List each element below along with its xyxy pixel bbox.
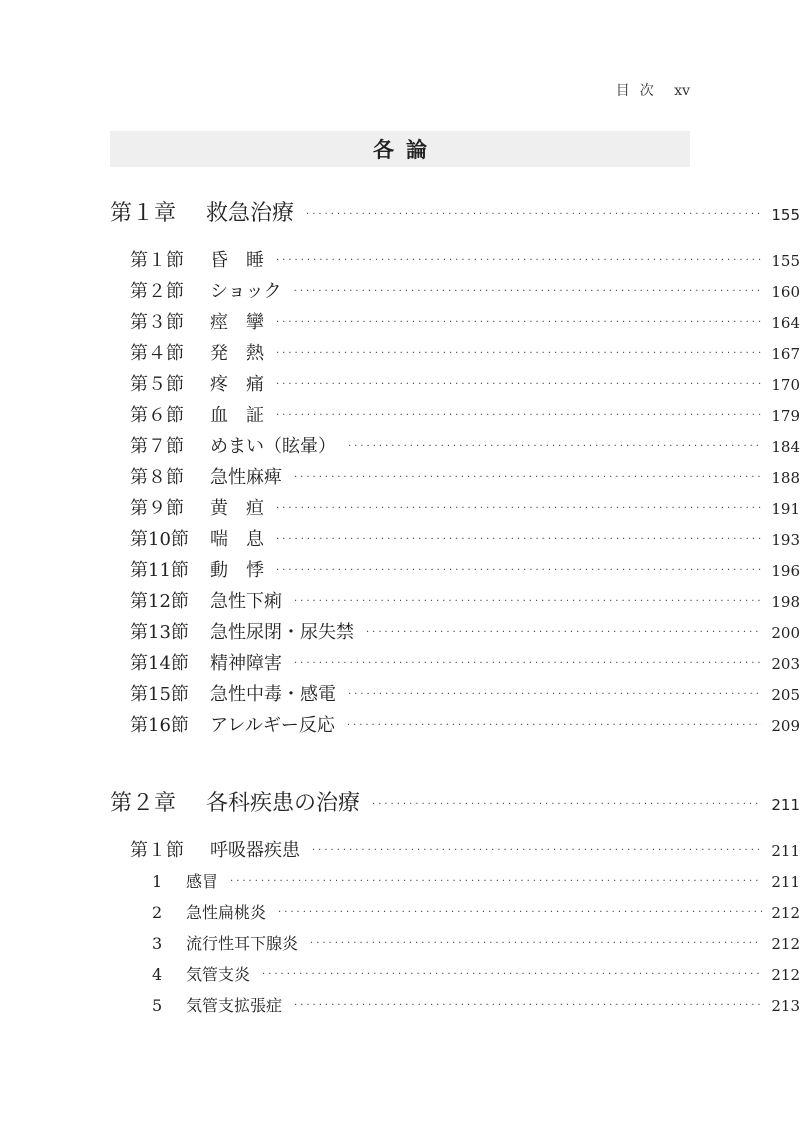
running-head-label: 目次 [615, 83, 664, 99]
section-title: アレルギー反応 [210, 715, 335, 736]
page-number: 212 [771, 966, 800, 984]
toc-section[interactable] [0, 587, 800, 613]
toc-item[interactable] [0, 900, 800, 923]
toc-section[interactable] [0, 370, 800, 396]
toc-chapter-2[interactable] [0, 786, 800, 817]
section-number: 第11節 [130, 560, 189, 581]
page-number: 200 [771, 624, 800, 642]
page-number: 170 [771, 376, 800, 394]
section-title: 呼吸器疾患 [210, 840, 300, 861]
dot-leader [276, 565, 762, 576]
toc-section[interactable] [0, 618, 800, 644]
page-number: 184 [771, 438, 800, 456]
toc-section[interactable] [0, 711, 800, 737]
item-title: 流行性耳下腺炎 [186, 934, 299, 953]
section-number: 第１節 [130, 250, 184, 271]
toc-section[interactable] [0, 836, 800, 862]
section-number: 第10節 [130, 529, 189, 550]
page-number: 179 [771, 407, 800, 425]
page-number: 211 [771, 842, 800, 860]
dot-leader [294, 596, 762, 607]
section-title: 急性下痢 [210, 591, 282, 612]
part-title-banner [110, 131, 690, 167]
dot-leader [294, 286, 762, 297]
page-number: 205 [771, 686, 800, 704]
part-title: 各論 [373, 138, 439, 162]
dot-leader [276, 379, 762, 390]
dot-leader [294, 658, 762, 669]
item-number: 4 [152, 965, 163, 984]
toc-section[interactable] [0, 246, 800, 272]
item-number: 1 [152, 872, 163, 891]
dot-leader [262, 969, 762, 980]
section-number: 第３節 [130, 312, 184, 333]
dot-leader [276, 503, 762, 514]
section-title: 急性中毒・感電 [210, 684, 336, 705]
section-number: 第９節 [130, 498, 184, 519]
section-title: ショック [210, 281, 282, 302]
dot-leader [276, 410, 762, 421]
page-number: 155 [771, 252, 800, 270]
section-title: 黄 疸 [210, 498, 264, 519]
section-number: 第４節 [130, 343, 184, 364]
dot-leader [276, 317, 762, 328]
item-title: 感冒 [186, 872, 219, 891]
item-title: 急性扁桃炎 [186, 903, 267, 922]
page-number: 188 [771, 469, 800, 487]
section-title: 昏 睡 [210, 250, 264, 271]
section-number: 第14節 [130, 653, 189, 674]
page-number: 193 [771, 531, 800, 549]
section-number: 第16節 [130, 715, 189, 736]
section-number: 第２節 [130, 281, 184, 302]
section-number: 第８節 [130, 467, 184, 488]
page-number: 212 [771, 904, 800, 922]
dot-leader [366, 627, 762, 638]
section-title: 急性尿閉・尿失禁 [210, 622, 354, 643]
toc-section[interactable] [0, 680, 800, 706]
section-title: 急性麻痺 [210, 467, 282, 488]
toc-item[interactable] [0, 869, 800, 892]
section-title: 血 証 [210, 405, 264, 426]
page-number: 164 [771, 314, 800, 332]
item-title: 気管支拡張症 [186, 996, 283, 1015]
dot-leader [276, 255, 762, 266]
toc-item[interactable] [0, 993, 800, 1016]
dot-leader [230, 876, 762, 887]
page-number: 198 [771, 593, 800, 611]
section-title: 痙 攣 [210, 312, 264, 333]
page-number: 196 [771, 562, 800, 580]
section-title: 精神障害 [210, 653, 282, 674]
toc-section[interactable] [0, 649, 800, 675]
toc-section[interactable] [0, 432, 800, 458]
section-number: 第１節 [130, 840, 184, 861]
item-number: 3 [152, 934, 163, 953]
dot-leader [348, 689, 762, 700]
section-title: めまい（眩暈） [210, 436, 336, 457]
page-number: 211 [771, 796, 800, 814]
toc-section[interactable] [0, 401, 800, 427]
dot-leader [347, 720, 762, 731]
toc-section[interactable] [0, 339, 800, 365]
toc-section[interactable] [0, 525, 800, 551]
page-number: 211 [771, 873, 800, 891]
toc-item[interactable] [0, 962, 800, 985]
item-number: 5 [152, 996, 163, 1015]
section-title: 動 悸 [210, 560, 264, 581]
dot-leader [312, 845, 762, 856]
toc-section[interactable] [0, 556, 800, 582]
toc-section[interactable] [0, 308, 800, 334]
section-number: 第５節 [130, 374, 184, 395]
section-title: 発 熱 [210, 343, 264, 364]
chapter-title: 救急治療 [206, 201, 295, 226]
item-title: 気管支炎 [186, 965, 251, 984]
dot-leader [276, 348, 762, 359]
dot-leader [294, 1000, 762, 1011]
dot-leader [276, 534, 762, 545]
toc-section[interactable] [0, 277, 800, 303]
dot-leader [348, 441, 762, 452]
section-number: 第13節 [130, 622, 189, 643]
page-number: 212 [771, 935, 800, 953]
dot-leader [372, 799, 762, 810]
toc-section[interactable] [0, 494, 800, 520]
chapter-title: 各科疾患の治療 [206, 791, 361, 816]
page-number: 155 [771, 206, 800, 224]
section-number: 第７節 [130, 436, 184, 457]
toc-section[interactable] [0, 463, 800, 489]
dot-leader [306, 209, 762, 220]
section-title: 疼 痛 [210, 374, 264, 395]
dot-leader [294, 472, 762, 483]
section-number: 第15節 [130, 684, 189, 705]
toc-item[interactable] [0, 931, 800, 954]
chapter-number: 第１章 [110, 201, 177, 226]
page-number: 191 [771, 500, 800, 518]
page-number: 167 [771, 345, 800, 363]
page-number: 203 [771, 655, 800, 673]
dot-leader [278, 907, 762, 918]
section-number: 第12節 [130, 591, 189, 612]
toc-chapter-1[interactable] [0, 196, 800, 227]
running-head [0, 80, 690, 100]
dot-leader [310, 938, 762, 949]
section-title: 喘 息 [210, 529, 264, 550]
page-number: 160 [771, 283, 800, 301]
running-head-page-number: xv [674, 83, 690, 99]
section-number: 第６節 [130, 405, 184, 426]
page-number: 209 [771, 717, 800, 735]
item-number: 2 [152, 903, 163, 922]
chapter-number: 第２章 [110, 791, 177, 816]
page-number: 213 [771, 997, 800, 1015]
